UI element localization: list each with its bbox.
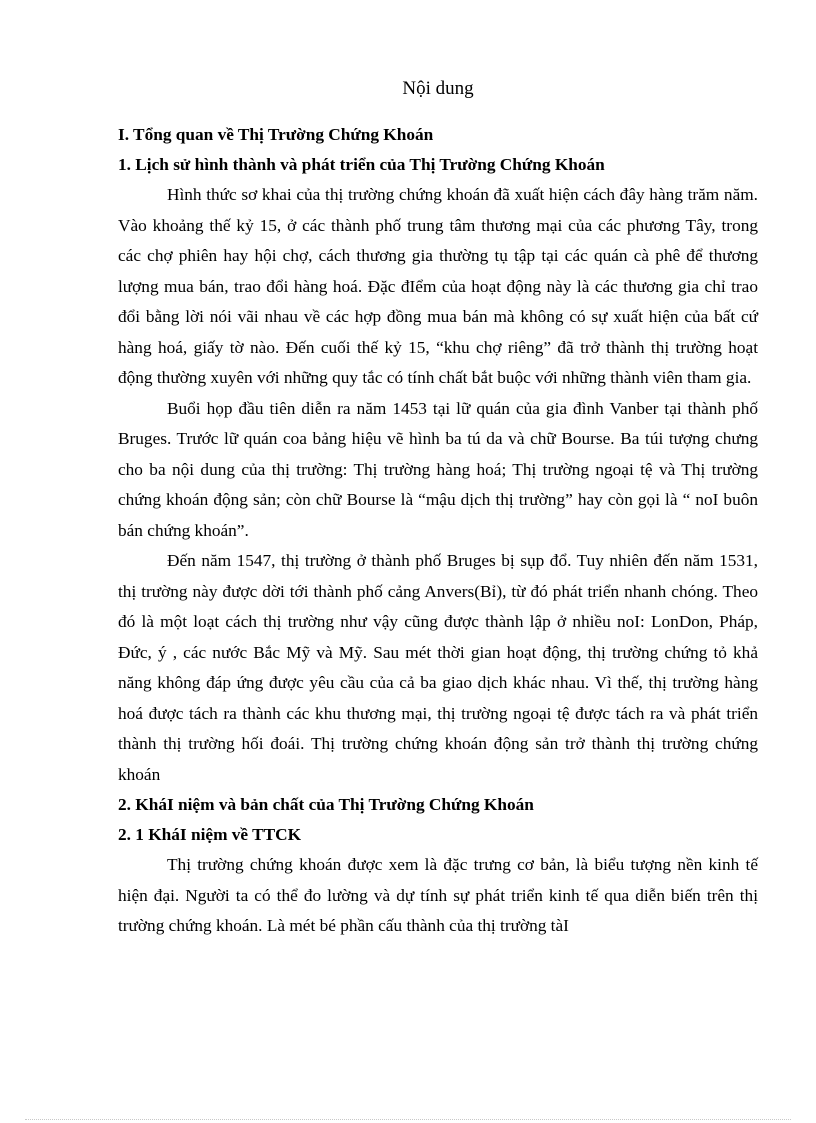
section-heading: 1. Lịch sử hình thành và phát triển của Thị Trường Chứng Khoán [118,155,605,174]
body-paragraph: Hình thức sơ khai của thị trường chứng khoán đã xuất hiện cách đây hàng trăm năm. Vào khoảng thế kỷ 15, ở các thành phố trung tâm thương mại của các phương Tây, trong các chợ phiên hay hội chợ, cách thương gia thường tụ tập tại các quán cà phê để thương lượng mua bán, trao đổi hàng hoá. Đặc đIểm của hoạt động này là các thương gia chỉ trao đổi bằng lời nói vãi nhau về các hợp đồng mua bán mà không có sự xuất hiện của bất cứ hàng hoá, giấy tờ nào. Đến cuối thế kỷ 15, “khu chợ riêng” đã trở thành thị trường hoạt động thường xuyên với những quy tắc có tính chất bắt buộc với những thành viên tham gia. [118,185,758,387]
document-page [118,72,758,942]
body-paragraph: Đến năm 1547, thị trường ở thành phố Bruges bị sụp đổ. Tuy nhiên đến năm 1531, thị trường này được dời tới thành phố cảng Anvers(Bỉ), từ đó phát triển nhanh chóng. Theo đó là một loạt cách thị trường như vậy cũng được thành lập ở nhiều noI: LonDon, Pháp, Đức, ý , các nước Bắc Mỹ và Mỹ. Sau mét thời gian hoạt động, thị trường chứng tỏ khả năng không đáp ứng được yêu cầu của cả ba giao dịch khác nhau. Vì thế, thị trường hàng hoá được tách ra thành các khu thương mại, thị trường ngoại tệ được tách ra và phát triển thành thị trường hối đoái. Thị trường chứng khoán động sản trở thành thị trường chứng khoán [118,551,758,784]
section-heading: 2. KháI niệm và bản chất của Thị Trường Chứng Khoán [118,795,534,814]
document-body [118,120,758,942]
section-heading: I. Tổng quan về Thị Trường Chứng Khoán [118,125,434,144]
body-paragraph: Buổi họp đầu tiên diễn ra năm 1453 tại lữ quán của gia đình Vanber tại thành phố Bruges. Trước lữ quán coa bảng hiệu vẽ hình ba tú da và chữ Bourse. Ba túi tượng chưng cho ba nội dung của thị trường: Thị trường hàng hoá; Thị trường ngoại tệ và Thị trường chứng khoán động sản; còn chữ Bourse là “mậu dịch thị trường” hay còn gọi là “ noI buôn bán chứng khoán”. [118,398,758,540]
page-bottom-divider [25,1119,791,1120]
section-heading: 2. 1 KháI niệm về TTCK [118,825,302,844]
body-paragraph: Thị trường chứng khoán được xem là đặc trưng cơ bản, là biểu tượng nền kinh tế hiện đại. Người ta có thể đo lường và dự tính sự phát triển kinh tế qua diễn biến trên thị trường chứng khoán. Là mét bé phần cấu thành của thị trường tàI [118,855,758,935]
document-title: Nội dung [402,78,474,99]
